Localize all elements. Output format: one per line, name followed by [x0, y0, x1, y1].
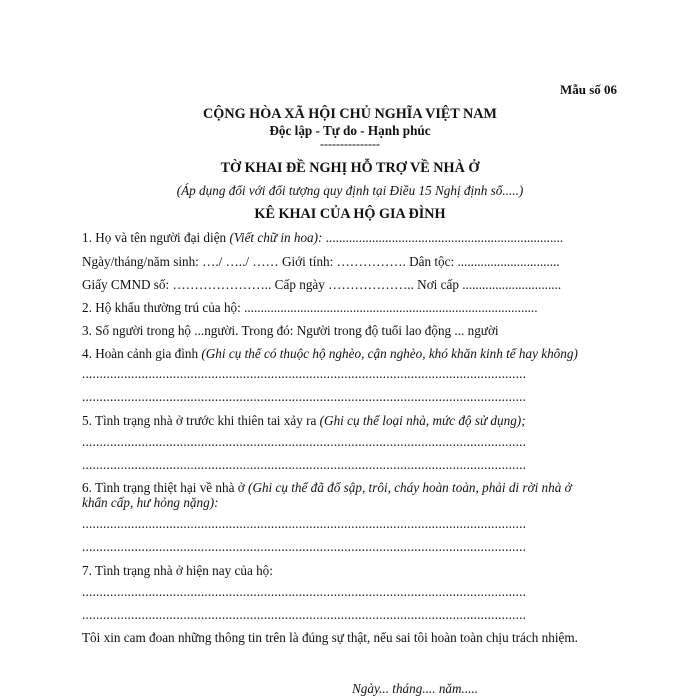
dotted-fill-line: ...............................................................................................................................: [82, 366, 527, 381]
field-permanent-residence: 2. Hộ khẩu thường trú của hộ: .........................................................................................: [82, 300, 538, 315]
field-4-label: 4. Hoàn cảnh gia đình: [82, 346, 202, 361]
date-line: Ngày... tháng.... năm.....: [352, 681, 479, 696]
dotted-fill-line: ...............................................................................................................................: [82, 389, 527, 404]
dotted-fill-line: ...............................................................................................................................: [82, 584, 527, 599]
form-subtitle: (Áp dụng đối với đối tượng quy định tại Điều 15 Nghị định số.....): [176, 183, 524, 198]
header-separator: ---------------: [320, 137, 380, 151]
dotted-fill-line: ...............................................................................................................................: [82, 539, 527, 554]
field-id-card: Giấy CMND số: ………………….. Cấp ngày ……………….. Nơi cấp ..............................: [82, 277, 562, 292]
dotted-fill-line: ...............................................................................................................................: [82, 607, 527, 622]
commitment-statement: Tôi xin cam đoan những thông tin trên là đúng sự thật, nếu sai tôi hoàn toàn chịu trách nhiệm.: [82, 630, 578, 645]
field-6-label: 6. Tình trạng thiệt hại về nhà ở: [82, 480, 249, 495]
field-1-fill: ........................................................................: [322, 230, 564, 245]
field-5-label: 5. Tình trạng nhà ở trước khi thiên tai xảy ra: [82, 413, 320, 428]
field-representative-name: [82, 230, 563, 246]
field-6-note: (Ghi cụ thể đã đổ sập, trôi, cháy hoàn toàn, phải di rời nhà ở: [248, 480, 572, 495]
form-code: Mẫu số 06: [560, 82, 618, 97]
field-household-members: 3. Số người trong hộ ...người. Trong đó: Người trong độ tuổi lao động ... người: [82, 323, 499, 338]
dotted-fill-line: ...............................................................................................................................: [82, 457, 527, 472]
field-5-note: (Ghi cụ thể loại nhà, mức độ sử dụng);: [319, 413, 526, 428]
field-birth-gender-ethnicity: Ngày/tháng/năm sinh: …./ …../ …… Giới tính: ……………. Dân tộc: ...............................: [82, 254, 560, 269]
nation-header: CỘNG HÒA XÃ HỘI CHỦ NGHĨA VIỆT NAM: [203, 106, 497, 122]
dotted-fill-line: ...............................................................................................................................: [82, 434, 527, 449]
field-4-note: (Ghi cụ thể có thuộc hộ nghèo, cận nghèo, khó khăn kinh tế hay không): [201, 346, 578, 361]
field-current-house: 7. Tình trạng nhà ở hiện nay của hộ:: [82, 563, 273, 578]
section-title: KÊ KHAI CỦA HỘ GIA ĐÌNH: [254, 206, 446, 222]
field-house-damage: [82, 480, 572, 496]
field-1-label: 1. Họ và tên người đại diện: [82, 230, 230, 245]
motto: Độc lập - Tự do - Hạnh phúc: [269, 123, 431, 138]
field-house-before-disaster: [82, 413, 526, 429]
form-title: TỜ KHAI ĐỀ NGHỊ HỖ TRỢ VỀ NHÀ Ở: [220, 160, 480, 176]
dotted-fill-line: ...............................................................................................................................: [82, 516, 527, 531]
field-6-note-continued: khẩn cấp, hư hỏng nặng):: [82, 495, 219, 510]
field-1-note: (Viết chữ in hoa):: [229, 230, 323, 245]
field-family-circumstances: [82, 346, 578, 362]
